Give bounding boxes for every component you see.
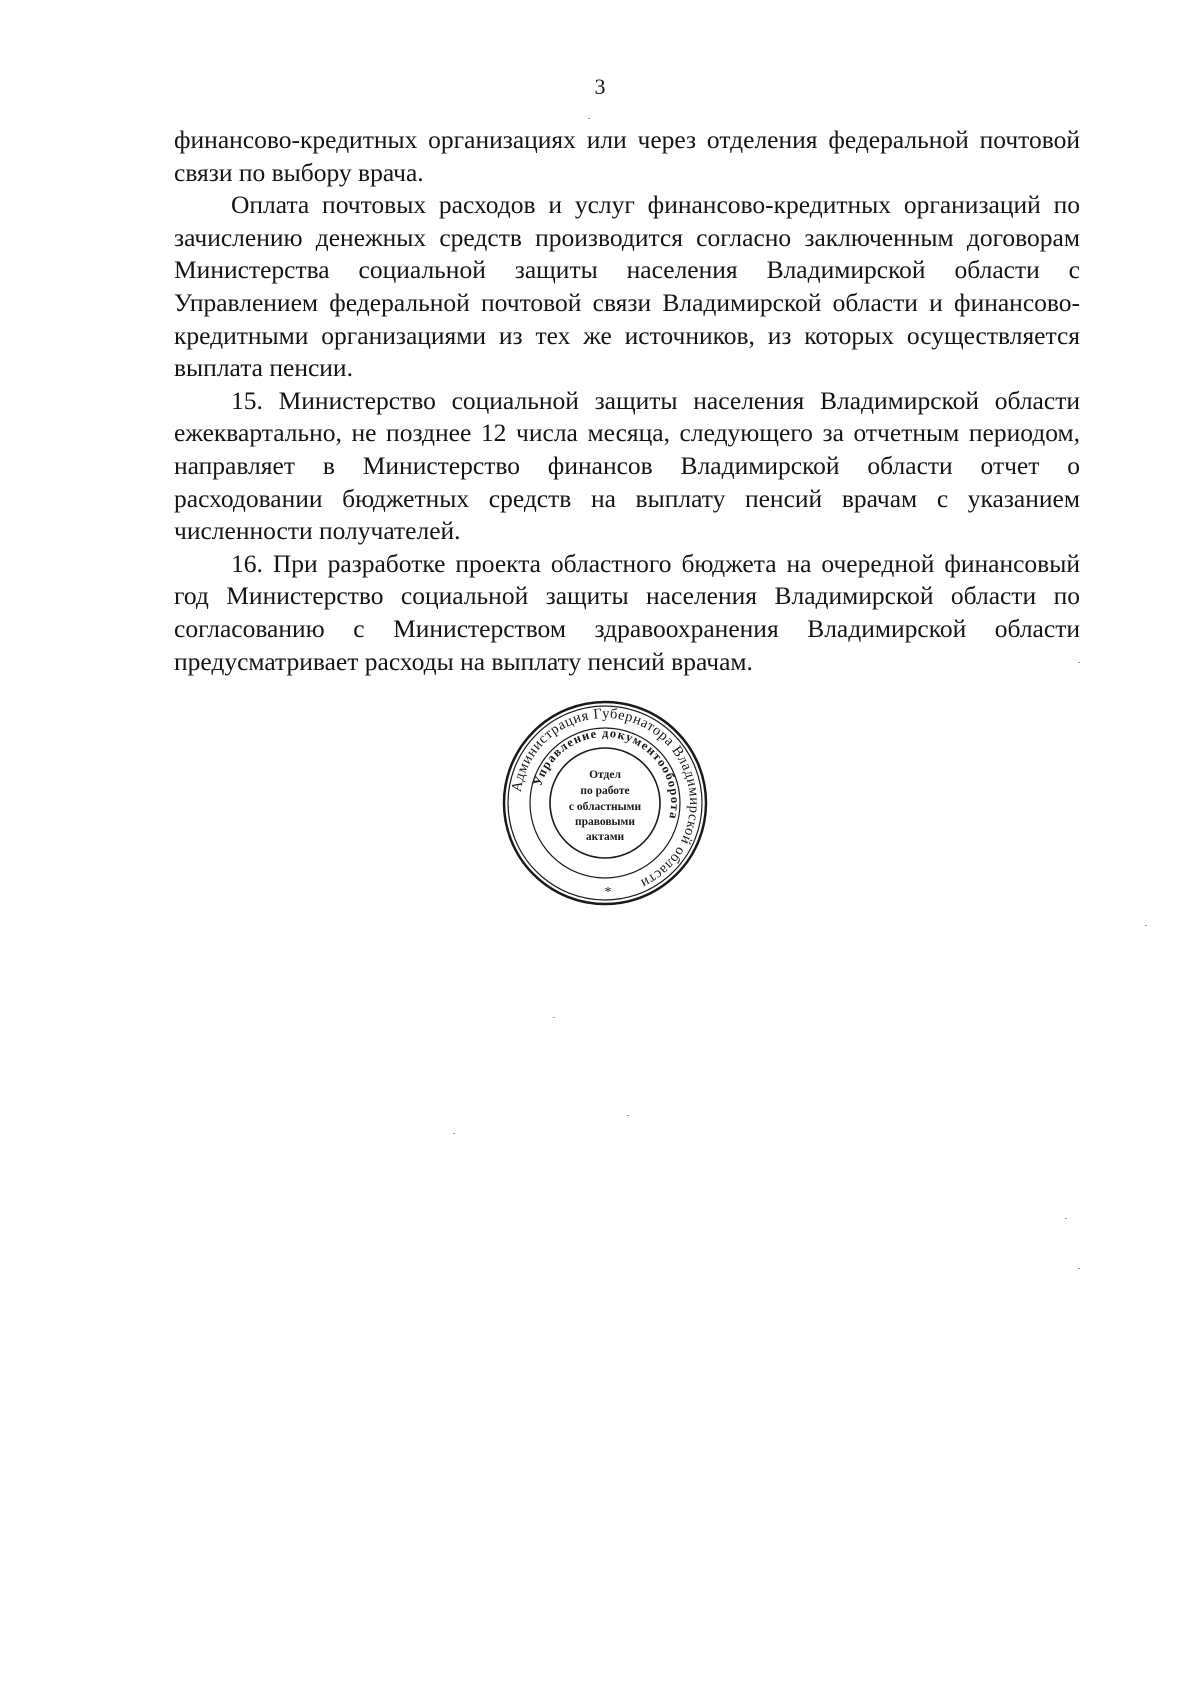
- scan-speck: [627, 1115, 629, 1116]
- scan-speck: [453, 1133, 455, 1134]
- document-body: [174, 124, 1080, 678]
- scan-speck: [553, 1017, 555, 1018]
- scan-speck: [588, 118, 590, 119]
- paragraph-item-15: 15. Министерство социальной защиты населения Владимирской области ежеквартально, не позднее 12 числа месяца, следующего за отчетным периодом, направляет в Министерство финансов Владимирской области отчет о расходовании бюджетных средств на выплату пенсий врачам с указанием численности получателей.: [174, 385, 1080, 546]
- stamp-center-line: с областными: [568, 801, 642, 813]
- scan-speck: [1145, 925, 1147, 926]
- stamp-center-line: актами: [585, 831, 625, 843]
- page-number: 3: [594, 74, 606, 99]
- stamp-star-icon: *: [604, 885, 612, 900]
- stamp-center-line: правовыми: [574, 816, 636, 828]
- paragraph-payment-costs: Оплата почтовых расходов и услуг финансово-кредитных организаций по зачислению денежных средств производится согласно заключенным договорам Министерства социальной защиты населения Владимирской области с Управлением федеральной почтовой связи Владимирской области и финансово-кредитными организациями из тех же источников, из которых осуществляется выплата пенсии.: [174, 190, 1080, 383]
- official-stamp: [500, 698, 710, 908]
- stamp-outer-text: Администрация Губернатора Владимирской области: [508, 705, 703, 892]
- paragraph-item-16: 16. При разработке проекта областного бюджета на очередной финансовый год Министерство социальной защиты населения Владимирской области по согласованию с Министерством здравоохранения Владимирской области предусматривает расходы на выплату пенсий врачам.: [174, 548, 1080, 676]
- stamp-center-line: Отдел: [589, 769, 621, 781]
- scan-speck: [1078, 1268, 1080, 1269]
- stamp-seal-icon: [500, 698, 710, 908]
- scan-speck: [1065, 1218, 1067, 1219]
- paragraph-continuation: финансово-кредитных организациях или через отделения федеральной почтовой связи по выбору врача.: [174, 125, 1080, 187]
- stamp-inner-text: Управление документооборота: [530, 725, 683, 822]
- stamp-center-line: по работе: [580, 785, 630, 797]
- scan-speck: [1078, 662, 1080, 663]
